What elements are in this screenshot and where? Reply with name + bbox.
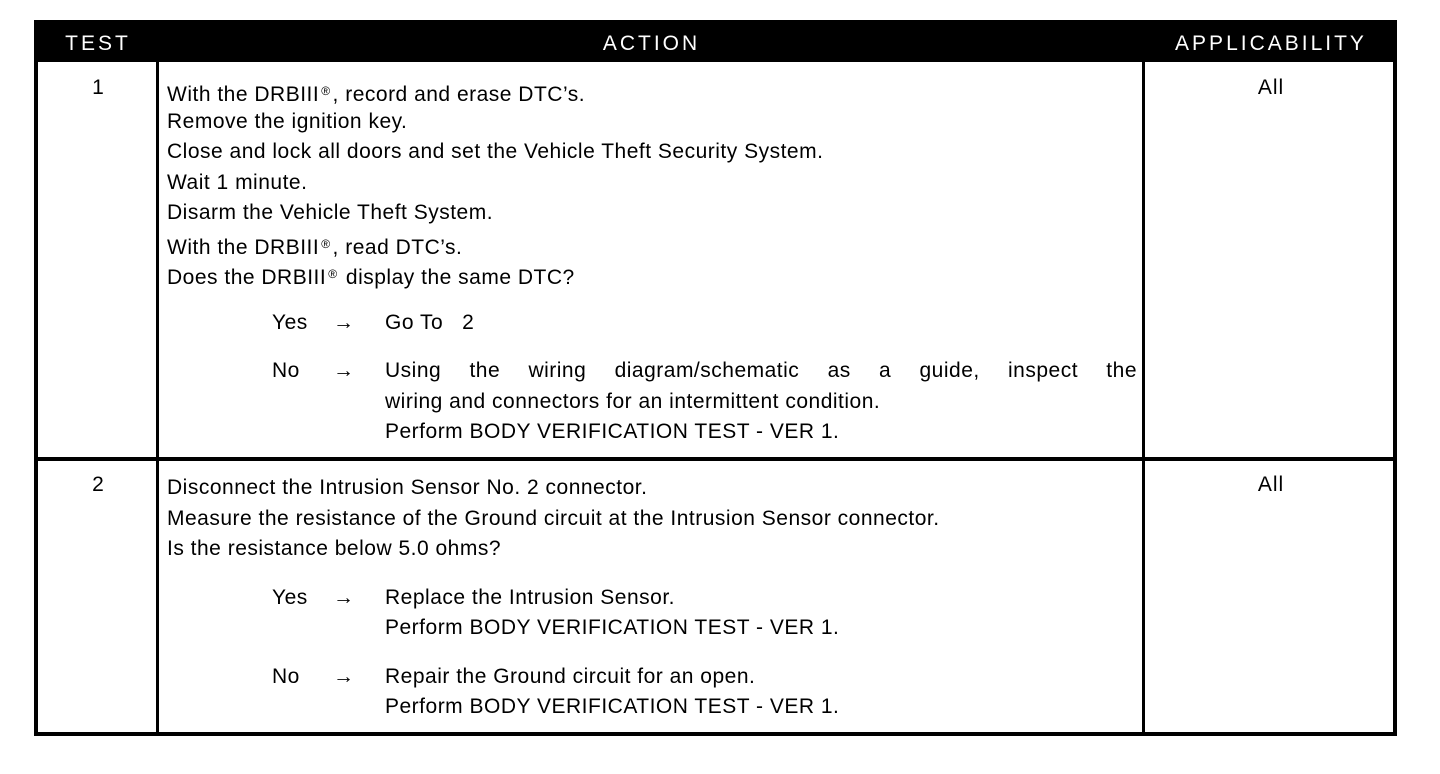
no-label: No <box>272 359 300 382</box>
branch-text: Perform BODY VERIFICATION TEST - VER 1. <box>385 695 840 718</box>
yes-label: Yes <box>272 585 308 609</box>
table-row <box>38 461 1393 732</box>
branch-text: Perform BODY VERIFICATION TEST - VER 1. <box>385 616 840 639</box>
right-arrow-icon: → <box>333 310 355 334</box>
test-number: 1 <box>92 76 104 99</box>
branch-text: Replace the Intrusion Sensor. <box>385 585 676 609</box>
step-line: Remove the ignition key. <box>167 109 408 133</box>
step-line: Is the resistance below 5.0 ohms? <box>167 537 502 560</box>
registered-mark: ® <box>321 84 331 98</box>
registered-mark: ® <box>321 236 331 251</box>
applicability-value: All <box>1257 473 1285 496</box>
yes-branch <box>167 583 1145 644</box>
action-cell <box>158 473 1145 723</box>
step-line: With the DRBIII ®, read DTC’s. <box>167 235 463 259</box>
step-line: Close and lock all doors and set the Vehicle Theft Security System. <box>167 140 824 163</box>
no-branch <box>167 356 1145 448</box>
right-arrow-icon: → <box>333 585 355 609</box>
yes-branch <box>167 308 1145 339</box>
branch-text: Repair the Ground circuit for an open. <box>385 664 756 688</box>
table-row <box>38 62 1393 457</box>
action-cell <box>158 76 1145 448</box>
header-test: TEST <box>65 32 131 55</box>
header-action: ACTION <box>602 32 701 55</box>
step-line: Does the DRBIII ® display the same DTC? <box>167 266 575 289</box>
test-number: 2 <box>92 473 104 496</box>
diagnostic-test-table <box>34 20 1397 736</box>
header-applicability: APPLICABILITY <box>1175 32 1367 55</box>
step-line: Disconnect the Intrusion Sensor No. 2 connector. <box>167 476 648 499</box>
yes-label: Yes <box>272 310 308 334</box>
table-header <box>38 24 1393 62</box>
registered-mark: ® <box>328 267 338 281</box>
branch-text: Using the wiring diagram/schematic as a guide, inspect the <box>385 359 1137 382</box>
step-line: Disarm the Vehicle Theft System. <box>167 201 494 224</box>
branch-text: wiring and connectors for an intermittent condition. <box>385 389 881 413</box>
branch-text: Go To 2 <box>385 310 475 334</box>
step-line: With the DRBIII ®, record and erase DTC’s. <box>167 83 586 106</box>
step-line: Wait 1 minute. <box>167 170 308 194</box>
right-arrow-icon: → <box>333 359 355 382</box>
applicability-value: All <box>1257 76 1285 99</box>
right-arrow-icon: → <box>333 664 355 688</box>
no-label: No <box>272 664 300 688</box>
no-branch <box>167 662 1145 723</box>
step-line: Measure the resistance of the Ground circuit at the Intrusion Sensor connector. <box>167 506 940 530</box>
branch-text: Perform BODY VERIFICATION TEST - VER 1. <box>385 420 840 443</box>
